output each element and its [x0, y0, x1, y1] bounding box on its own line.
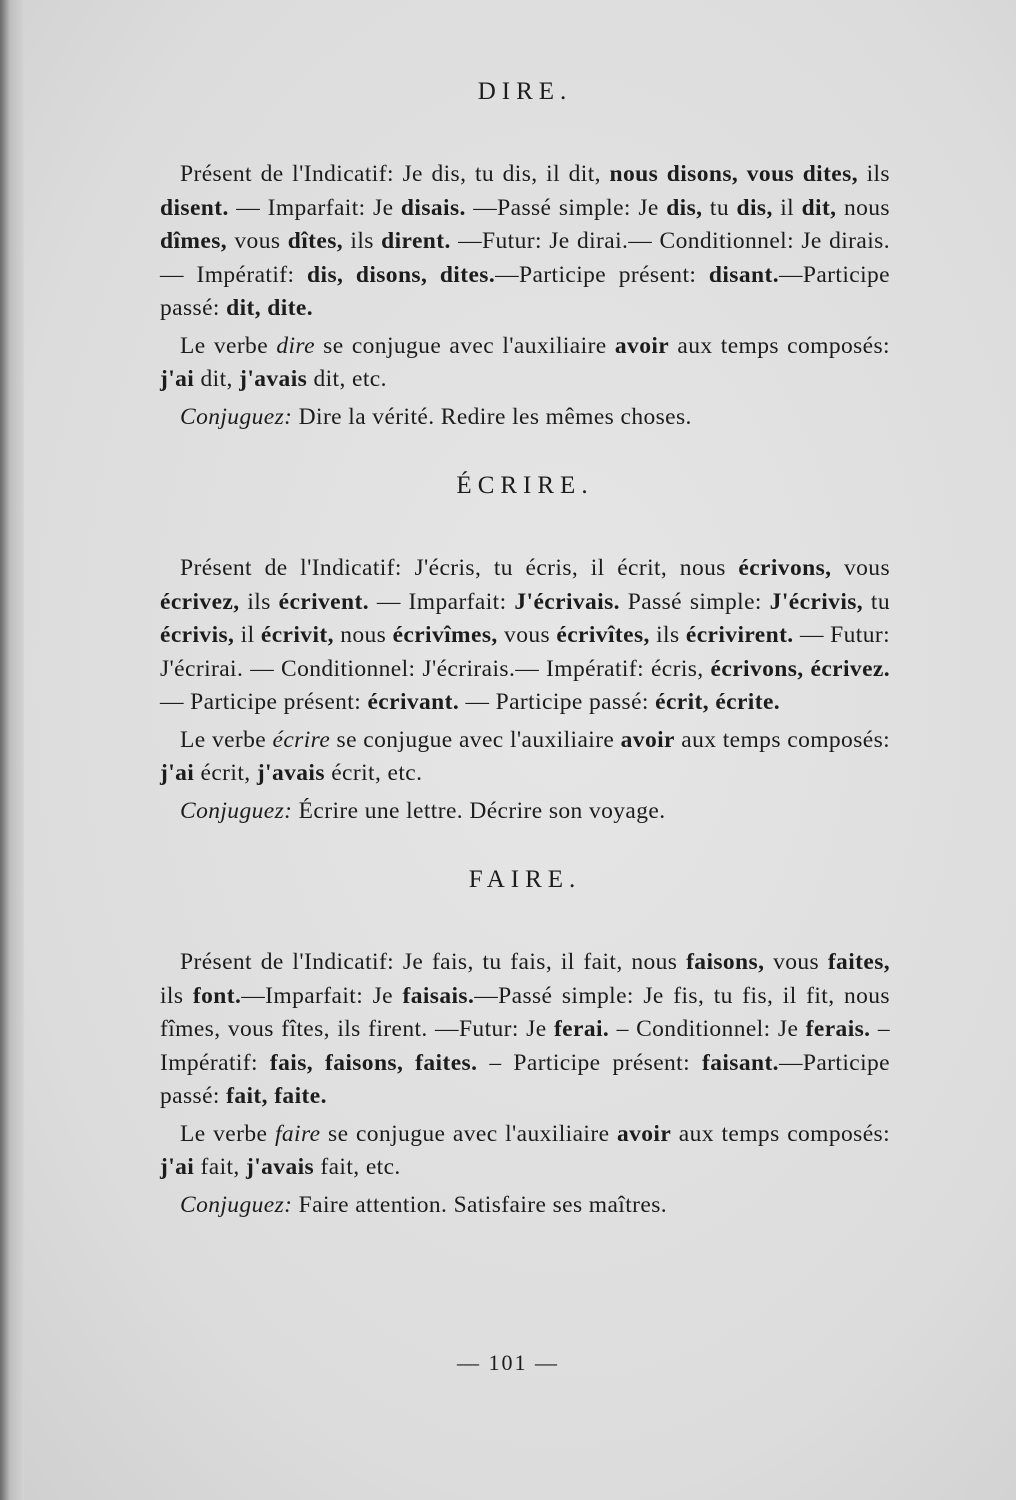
section-title: FAIRE.: [468, 866, 582, 893]
page-binding-edge: [0, 0, 24, 1500]
exercise-line: Conjuguez: Faire attention. Satisfaire ses maîtres.: [180, 1191, 668, 1218]
section-ecrire: [160, 472, 890, 828]
section-faire: [160, 866, 890, 1222]
auxiliary-paragraph: Le verbe dire se conjugue avec l'auxiliaire avoir aux temps composés: j'ai dit, j'avais dit, etc.: [160, 332, 890, 392]
section-dire: [160, 78, 890, 434]
exercise-line: Conjuguez: Dire la vérité. Redire les mêmes choses.: [180, 403, 692, 430]
conjugation-paragraph: Présent de l'Indicatif: Je dis, tu dis, il dit, nous disons, vous dites, ils disent. — Imparfait: Je disais. —Passé simple: Je dis, tu dis, il dit, nous dîmes, vous dîtes, ils dirent. —Futur: Je dirai.— Conditionnel: Je dirais.— Impératif: dis, disons, dites.—Participe présent: disant.—Participe passé: dit, dite.: [160, 161, 891, 321]
section-title: ÉCRIRE.: [456, 472, 594, 499]
page-content: [160, 78, 890, 1260]
conjugation-paragraph: Présent de l'Indicatif: Je fais, tu fais, il fait, nous faisons, vous faites, ils font.—Imparfait: Je faisais.—Passé simple: Je fis, tu fis, il fit, nous fîmes, vous fîtes, ils firent. —Futur: Je ferai. – Conditionnel: Je ferais. – Impératif: fais, faisons, faites. – Participe présent: faisant.—Participe passé: fait, faite.: [160, 949, 891, 1109]
page-number: — 101 —: [457, 1350, 559, 1375]
section-title: DIRE.: [477, 78, 573, 105]
conjugation-paragraph: Présent de l'Indicatif: J'écris, tu écris, il écrit, nous écrivons, vous écrivez, ils écrivent. — Imparfait: J'écrivais. Passé simple: J'écrivis, tu écrivis, il écrivit, nous écrivîmes, vous écrivîtes, ils écrivirent. — Futur: J'écrirai. — Conditionnel: J'écrirais.— Impératif: écris, écrivons, écrivez. — Participe présent: écrivant. — Participe passé: écrit, écrite.: [160, 555, 891, 715]
auxiliary-paragraph: Le verbe faire se conjugue avec l'auxiliaire avoir aux temps composés: j'ai fait, j'avais fait, etc.: [160, 1120, 891, 1180]
auxiliary-paragraph: Le verbe écrire se conjugue avec l'auxiliaire avoir aux temps composés: j'ai écrit, j'avais écrit, etc.: [160, 726, 891, 786]
exercise-line: Conjuguez: Écrire une lettre. Décrire son voyage.: [180, 797, 666, 824]
